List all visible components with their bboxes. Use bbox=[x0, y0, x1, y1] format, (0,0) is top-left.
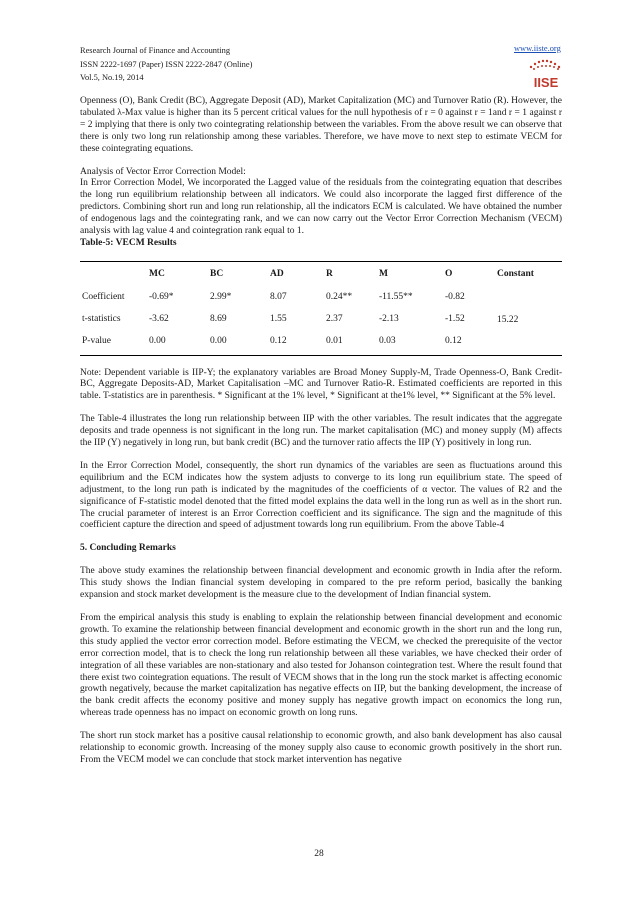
table-cell: 8.69 bbox=[210, 313, 227, 324]
table-header-cell: O bbox=[445, 268, 453, 279]
vecm-results-table bbox=[80, 261, 562, 356]
journal-url-link[interactable]: www.iiste.org bbox=[514, 44, 561, 53]
logo-text: IISE bbox=[533, 75, 559, 90]
row-label: P-value bbox=[82, 335, 112, 346]
journal-title: Research Journal of Finance and Accounting bbox=[80, 46, 231, 55]
paragraph-conclusion-1: The above study examines the relationship between financial development and economic growth in India after the reform. This study shows the Indian financial system developing in compared to the pre reform period, basically the banking expansion and stock market development is the measure clue to the development of Indian financial system. bbox=[80, 566, 562, 601]
table-header-row bbox=[80, 261, 562, 285]
journal-header bbox=[80, 44, 252, 85]
paragraph-short-run-dynamics: In the Error Correction Model, consequently, the short run dynamics of the variables are seen as fluctuations around this equilibrium and the ECM indicates how the system adjusts to converge to its long run equilibrium state. The speed of adjustment, to the long run path is indicated by the magnitudes of the coefficients of α vector. The values of R2 and the significance of F-statistic model denoted that the fitted model explains the data well in the long run as well as in the short run. The crucial parameter of interest is an Error Correction coefficient and its significance. The sign and the magnitude of this coefficient capture the direction and speed of adjustment towards long run equilibrium. From the above Table-4 bbox=[80, 460, 562, 531]
table-header-cell: M bbox=[379, 268, 388, 279]
subsection-title-vecm: Analysis of Vector Error Correction Model: bbox=[80, 166, 246, 177]
table-cell: 0.03 bbox=[379, 335, 396, 346]
paragraph-cointegration: Openness (O), Bank Credit (BC), Aggregate Deposit (AD), Market Capitalization (MC) and Turnover Ratio (R). However, the tabulated λ-Max value is higher than its 5 percent critical values for the null hypothesis of r = 0 against r = 1and r = 1 against r = 2 implying that there is only two cointegrating relationship between the variables. From the above result we can observe that there is only two long run relationship among these variables. Therefore, we have move to next step to estimate VECM for these cointegrating equations. bbox=[80, 96, 562, 154]
table-header-cell: Constant bbox=[497, 268, 534, 279]
table-cell: -0.82 bbox=[445, 291, 465, 302]
table-cell: 1.55 bbox=[270, 313, 287, 324]
table-cell: -0.69* bbox=[149, 291, 174, 302]
table-cell: 0.24** bbox=[326, 291, 353, 302]
table-header-cell: BC bbox=[210, 268, 224, 279]
paragraph-conclusion-3: The short run stock market has a positive causal relationship to economic growth, and also bank development has also causal relationship to economic growth. Increasing of the money supply also cause to economic growth positively in the short run. From the VECM model we can conclude that stock market intervention has negative bbox=[80, 731, 562, 765]
table-header-cell: R bbox=[326, 268, 333, 279]
article-body bbox=[80, 96, 562, 778]
paragraph-ecm: In Error Correction Model, We incorporated the Lagged value of the residuals from the cointegrating equation that describes the long run equilibrium relationship between all indicators. We could also incorporate the lagged first difference of the predictors. Combining short run and long run relationship, all the indicators ECM is calculated. We have obtained the number of endogenous lags and the cointegrating rank, and we can now carry out the Vector Error Correction Mechanism (VECM) analysis with lag value 4 and cointegration rank equal to 1. bbox=[80, 178, 562, 237]
table-row-p-value bbox=[80, 331, 562, 355]
table-cell: 2.37 bbox=[326, 313, 343, 324]
page-number: 28 bbox=[314, 849, 324, 859]
table-cell: 0.00 bbox=[149, 335, 166, 346]
table-cell: 0.01 bbox=[326, 335, 343, 346]
table-cell: 0.00 bbox=[210, 335, 227, 346]
table-cell: -1.52 bbox=[445, 313, 465, 324]
journal-issn: ISSN 2222-1697 (Paper) ISSN 2222-2847 (Online) bbox=[80, 59, 253, 69]
table-header-cell: AD bbox=[270, 268, 284, 279]
paragraph-long-run: The Table-4 illustrates the long run relationship between IIP with the other variables. The result indicates that the aggregate deposits and trade openness is not significant in the long run. The market capitalisation (MC) and money supply (M) affects the IIP (Y) negatively in long run, but bank credit (BC) and the turnover ratio affects the IIP (Y) positively in long run. bbox=[80, 414, 562, 449]
table-title: Table-5: VECM Results bbox=[80, 237, 177, 248]
iiste-logo bbox=[524, 57, 568, 93]
table-header-cell bbox=[80, 261, 149, 285]
table-cell: 0.12 bbox=[445, 335, 462, 346]
table-cell: 8.07 bbox=[270, 291, 287, 302]
row-label: Coefficient bbox=[82, 291, 125, 302]
row-label: t-statistics bbox=[82, 313, 121, 324]
journal-volume: Vol.5, No.19, 2014 bbox=[80, 73, 144, 82]
paragraph-conclusion-2: From the empirical analysis this study is enabling to explain the relationship between financial development and economic growth. To examine the relationship between financial development and economic growth in the short run and the long run, this study applied the vector error correction model. Before estimating the VECM, we checked the prerequisite of the vector error correction model, that is to check the long run relationship between all these variables, we have checked their order of integration of all these variables are non-stationary and also tested for Johanson cointegration test. Where the result found that there exist two cointegration equations. The result of VECM shows that in the long run the stock market is affecting economic growth negatively, because the market capitalization has negative effects on IIP, but the banking development, the increase of the bank credit affects the economy positive and money supply has negative growth impact on economics the long run, whereas trade openness has no impact on economic growth on long runs. bbox=[80, 613, 562, 719]
table-row-coefficient bbox=[80, 286, 562, 309]
table-cell: 0.12 bbox=[270, 335, 287, 346]
table-cell: -2.13 bbox=[379, 313, 399, 324]
table-row-t-statistics bbox=[80, 309, 562, 331]
table-cell: -3.62 bbox=[149, 313, 169, 324]
table-cell: 2.99* bbox=[210, 291, 232, 302]
constant-cell: 15.22 bbox=[497, 314, 519, 325]
section-heading: 5. Concluding Remarks bbox=[80, 543, 176, 554]
table-header-cell: MC bbox=[149, 268, 165, 279]
table-note: Note: Dependent variable is IIP-Y; the explanatory variables are Broad Money Supply-M, Trade Openness-O, Bank Credit-BC, Aggregate Deposits-AD, Market Capitalisation –MC and Turnover Ratio-R. Estimated coefficients are reported in this table. T-statistics are in parenthesis. * Significant at the 1% level, * Significant at the1% level, ** Significant at the 5% level. bbox=[80, 367, 562, 402]
table-cell: -11.55** bbox=[379, 291, 413, 302]
